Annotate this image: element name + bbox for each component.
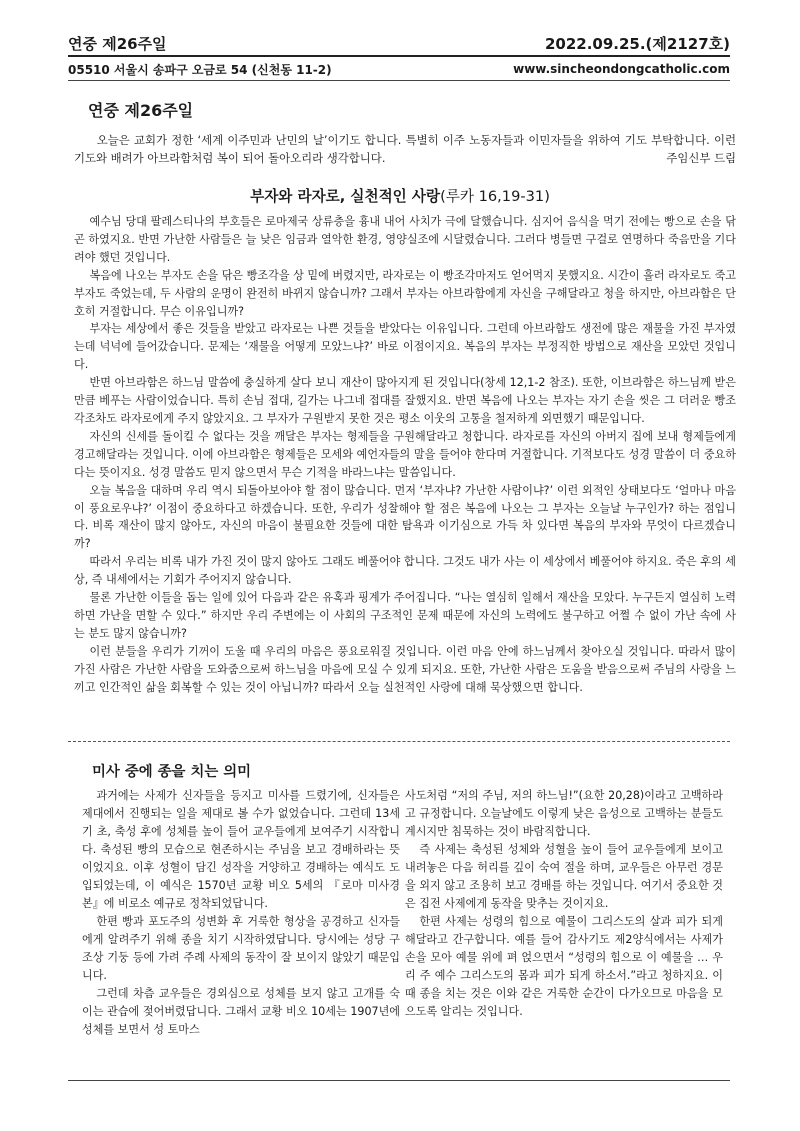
mass-title: 미사 중에 종을 치는 의미 xyxy=(92,764,252,780)
address-rule xyxy=(68,80,730,81)
essay-reference: (루카 16,19-31) xyxy=(440,188,550,205)
essay-paragraph: 예수님 당대 팔레스티나의 부호들은 로마제국 상류층을 흉내 내어 사치가 극에 달했습니다. 심지어 음식을 먹기 전에는 빵으로 손을 닦곤 하였지요. 반면 가난한 사람들은 늘 낮은 임금과 열악한 환경, 영양실조에 시달렸습니다. 그러다 병들면 구걸로 연명하다 죽음만을 기다려야 했던 것입니다. xyxy=(74,215,736,264)
essay-paragraph: 이런 분들을 우리가 기꺼이 도울 때 우리의 마음은 풍요로워질 것입니다. 이런 마음 안에 하느님께서 찾아오실 것입니다. 따라서 많이 가진 사람은 가난한 사람을 도와줌으로써 하느님을 마음에 모실 수 있게 되지요. 또한, 가난한 사람은 도움을 받음으로써 주님의 사랑을 느끼고 인간적인 삶을 회복할 수 있는 것이 아닙니까? 따라서 오늘 실천적인 사랑에 대해 묵상했으면 합니다. xyxy=(74,644,736,694)
masthead-rule xyxy=(68,55,730,57)
essay-title: 부자와 라자로, 실천적인 사랑 xyxy=(250,188,441,205)
mass-paragraph: 한편 빵과 포도주의 성변화 후 거룩한 형상을 공경하고 신자들에게 알려주기 위해 종을 치기 시작하였답니다. 당시에는 성당 구조상 기둥 등에 가려 주례 사제의 동작이 잘 보이지 않았기 때문입니다. xyxy=(82,915,400,982)
mass-paragraph: 즉 사제는 축성된 성체와 성혈을 높이 들어 교우들에게 보이고 내려놓은 다음 허리를 깊이 숙여 절을 하며, 교우들은 아무런 경문을 외지 않고 조용히 보고 경배를 하는 것입니다. 여기서 중요한 것은 집전 사제에게 동작을 맞추는 것이지요. xyxy=(405,843,723,910)
mass-column-right xyxy=(405,787,723,1021)
header-sunday: 연중 제26주일 xyxy=(68,35,167,53)
essay-paragraph: 복음에 나오는 부자도 손을 닦은 빵조각을 상 밑에 버렸지만, 라자로는 이 빵조각마저도 얻어먹지 못했지요. 시간이 흘러 라자로도 죽고 부자도 죽었는데, 두 사람의 운명이 완전히 바뀌지 않습니까? 그래서 부자는 아브라함에게 자신을 구해달라고 청을 하지만, 아브라함은 단호히 거절합니다. 무슨 이유입니까? xyxy=(74,268,736,318)
intro-text: 오늘은 교회가 정한 ‘세계 이주민과 난민의 날’이기도 합니다. 특별히 이주 노동자들과 이민자들을 위하여 기도 부탁합니다. 이런 기도와 배려가 아브라함처럼 복이 되어 돌아오리라 생각합니다. xyxy=(74,133,736,165)
essay-body xyxy=(74,213,736,696)
mass-paragraph: 사도처럼 “저의 주님, 저의 하느님!”(요한 20,28)이라고 고백하라고 규정합니다. 오늘날에도 이렇게 낮은 음성으로 고백하는 분들도 계시지만 침묵하는 것이 바람직합니다. xyxy=(405,789,723,838)
essay-heading xyxy=(0,185,800,206)
essay-paragraph: 부자는 세상에서 좋은 것들을 받았고 라자로는 나쁜 것들을 받았다는 이유입니다. 그런데 아브라함도 생전에 많은 재물을 가진 부자였는데 넉넉에 들어갔습니다. 문제는 ‘재물을 어떻게 모았느냐?’ 바로 이점이지요. 복음의 부자는 부정직한 방법으로 재산을 모았던 것입니다. xyxy=(74,322,736,372)
intro-signature: 주임신부 드림 xyxy=(666,151,736,165)
essay-paragraph: 반면 아브라함은 하느님 말씀에 충실하게 살다 보니 재산이 많아지게 된 것입니다(창세 12,1-2 참조). 또한, 이브라함은 하느님께 받은 만큼 베푸는 사람이었습니다. 특히 손님 접대, 길가는 나그네 접대를 잘했지요. 반면 복음에 나오는 부자는 자기 손을 씻은 그 더러운 빵조각조차도 라자로에게 주지 않았지요. 그 부자가 구원받지 못한 것은 평소 이웃의 고통을 철저하게 외면했기 때문입니다. xyxy=(74,376,736,425)
mass-paragraph: 그런데 차츰 교우들은 경외심으로 성체를 보지 않고 고개를 숙이는 관습에 젖어버렸답니다. 그래서 교황 비오 10세는 1907년에 성체를 보면서 성 토마스 xyxy=(82,987,400,1036)
header-date: 2022.09.25.(제2127호) xyxy=(544,35,730,53)
essay-paragraph: 자신의 신세를 돌이킬 수 없다는 것을 깨달은 부자는 형제들을 구원해달라고 청합니다. 라자로를 자신의 아버지 집에 보내 형제들에게 경고해달라는 것입니다. 이에 아브라함은 형제들은 모세와 예언자들의 말을 들어야 한다며 거절합니다. 기적보다도 성경 말씀이 더 중요하다는 뜻이지요. 성경 말씀도 믿지 않으면서 무슨 기적을 바라느냐는 말씀입니다. xyxy=(74,429,736,479)
mass-paragraph: 과거에는 사제가 신자들을 등지고 미사를 드렸기에, 신자들은 제대에서 진행되는 일을 제대로 볼 수가 없었습니다. 그런데 13세기 초, 축성 후에 성체를 높이 들어 교우들에게 보여주기 시작합니다. 축성된 빵의 모습으로 현존하시는 주님을 보고 경배하라는 뜻이었지요. 이후 성혈이 담긴 성작을 거양하고 경배하는 예식도 도입되었는데, 이 예식은 1570년 교황 비오 5세의 『로마 미사경본』에 비로소 예규로 정착되었답니다. xyxy=(82,789,400,910)
intro-paragraph xyxy=(74,131,736,167)
essay-paragraph: 물론 가난한 이들을 돕는 일에 있어 다음과 같은 유혹과 핑계가 주어집니다. “나는 열심히 일해서 재산을 모았다. 누구든지 열심히 노력하면 가난을 면할 수 있다.” 하지만 우리 주변에는 이 사회의 구조적인 문제 때문에 자신의 노력에도 불구하고 어쩔 수 없이 가난 속에 사는 분도 많지 않습니까? xyxy=(74,591,736,640)
essay-paragraph: 오늘 복음을 대하며 우리 역시 되돌아보아야 할 점이 많습니다. 먼저 ‘부자냐? 가난한 사람이냐?’ 이런 외적인 상태보다도 ‘얼마나 마음이 풍요로우냐?’ 이점이 중요하다고 하겠습니다. 또한, 우리가 성찰해야 할 점은 복음에 나오는 그 부자는 오늘날 누구인가? 하는 점입니다. 비록 재산이 많지 않아도, 자신의 마음이 불필요한 것들에 대한 탐욕과 이기심으로 가득 차 있다면 복음의 부자와 무엇이 다르겠습니까? xyxy=(74,483,736,551)
footer-rule xyxy=(68,1080,730,1081)
address-bar xyxy=(68,60,730,78)
mass-paragraph: 한편 사제는 성령의 힘으로 예물이 그리스도의 살과 피가 되게 해달라고 간구합니다. 예를 들어 감사기도 제2양식에서는 사제가 손을 모아 예물 위에 펴 얹으면서 “성령의 힘으로 이 예물을 … 우리 주 예수 그리스도의 몸과 피가 되게 하소서.”라고 청하지요. 이때 종을 치는 것은 이와 같은 거룩한 순간이 다가오므로 마음을 모으도록 알리는 것입니다. xyxy=(405,915,723,1018)
intro-title: 연중 제26주일 xyxy=(88,101,194,120)
intro-section xyxy=(74,131,736,167)
essay-paragraph: 따라서 우리는 비록 내가 가진 것이 많지 않아도 그래도 베풀어야 합니다. 그것도 내가 사는 이 세상에서 베풀어야 하지요. 죽은 후의 세상, 즉 내세에서는 기회가 주어지지 않습니다. xyxy=(74,555,736,587)
header-website[interactable]: www.sincheondongcatholic.com xyxy=(513,62,730,76)
masthead xyxy=(68,32,730,54)
mass-column-left xyxy=(82,787,400,1039)
section-divider xyxy=(68,741,730,742)
header-address: 05510 서울시 송파구 오금로 54 (신천동 11-2) xyxy=(68,62,332,77)
